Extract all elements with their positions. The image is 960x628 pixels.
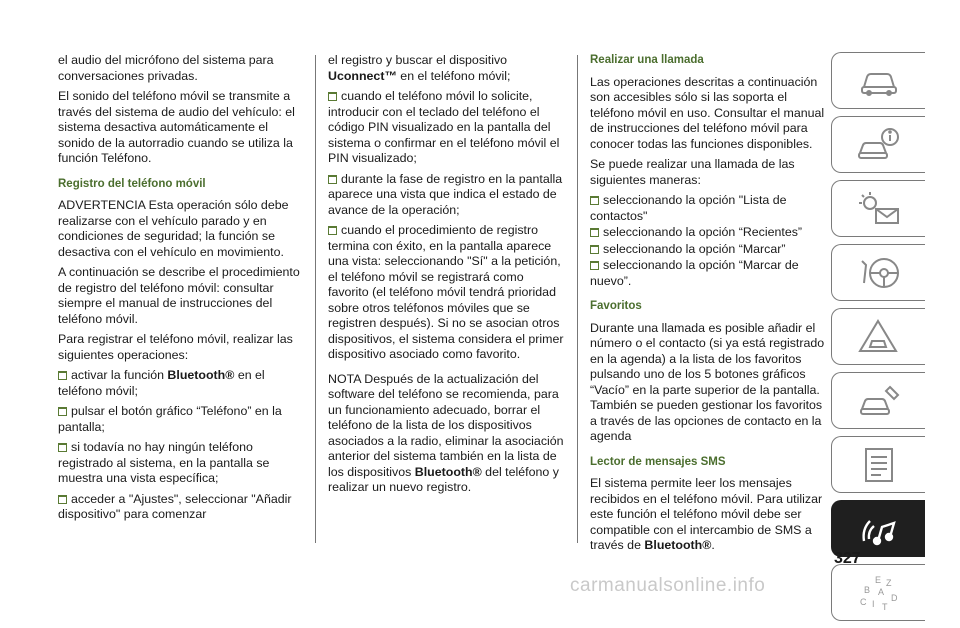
svg-text:Z: Z	[885, 577, 891, 588]
svg-text:T: T	[881, 601, 887, 612]
list-item: seleccionando la opción “Marcar”	[590, 242, 826, 258]
section-heading: Realizar una llamada	[590, 54, 704, 66]
section-heading: Favoritos	[590, 300, 642, 312]
list-item: si todavía no hay ningún teléfono registrado al sistema, en la pantalla se muestra una vista específica;	[58, 440, 270, 485]
column-1	[58, 53, 304, 528]
paragraph: Las operaciones descritas a continuación son accesibles sólo si las soporta el teléfono móvil en uso. Consultar el manual de instrucciones del teléfono móvil para conocer todas las funciones disponibles.	[590, 74, 825, 151]
multimedia-icon	[856, 509, 902, 549]
list-item: acceder a "Ajustes", seleccionar "Añadir dispositivo" para comenzar	[58, 491, 292, 521]
paragraph: A continuación se describe el procedimiento de registro del teléfono móvil: consultar siempre el manual de instrucciones del teléfono móvil.	[58, 265, 300, 326]
paragraph: Se puede realizar una llamada de las siguientes maneras:	[590, 157, 795, 187]
paragraph: el registro y buscar el dispositivo Uconnect™ en el teléfono móvil;	[328, 53, 511, 83]
tab-warnings[interactable]	[831, 180, 925, 237]
bullet-icon	[590, 245, 599, 254]
paragraph: Durante una llamada es posible añadir el número o el contacto (si ya está registrado en la agenda) a la lista de los favoritos pulsando uno de los 5 botones gráficos “Vacío” en la parte superior de la pantalla. También se pueden gestionar los favoritos a través de las opciones de contacto en la agenda	[590, 320, 825, 443]
tab-emergency[interactable]	[831, 372, 925, 429]
svg-text:E: E	[874, 574, 881, 585]
list-item: pulsar el botón gráfico “Teléfono” en la pantalla;	[58, 404, 282, 434]
car-warning-icon	[856, 317, 902, 357]
index-letters-icon	[856, 573, 902, 613]
bullet-icon	[590, 228, 599, 237]
steering-wheel-icon	[856, 253, 902, 293]
column-divider	[315, 55, 316, 543]
tab-safety[interactable]	[831, 244, 925, 301]
paragraph: el audio del micrófono del sistema para conversaciones privadas.	[58, 53, 274, 83]
tab-driving[interactable]	[831, 308, 925, 365]
column-2	[328, 53, 564, 501]
bullet-icon	[58, 371, 67, 380]
list-item: activar la función Bluetooth® en el teléfono móvil;	[58, 368, 265, 398]
list-item: cuando el teléfono móvil lo solicite, introducir con el teclado del teléfono el código PIN visualizado en la pantalla del sistema o confirmar en el teléfono móvil el PIN visualizado;	[328, 89, 560, 165]
column-3	[590, 53, 826, 559]
list-item: cuando el procedimiento de registro termina con éxito, en la pantalla aparece una vista: seleccionando "Sí" a la petición, el teléfono móvil se registrará como favorito (el teléfono móvil tendrá prioridad sobre otros teléfonos móviles que se registren después). Si no se asocian otros dispositivos, el sistema considera el primer dispositivo asociado como favorito.	[328, 223, 564, 361]
car-wrench-icon	[856, 381, 902, 421]
paragraph: Para registrar el teléfono móvil, realizar las siguientes operaciones:	[58, 332, 293, 362]
warning-paragraph: ADVERTENCIA Esta operación sólo debe realizarse con el vehículo parado y en condiciones de seguridad; la función se desactiva con el vehículo en movimiento.	[58, 198, 289, 259]
paragraph: El sonido del teléfono móvil se transmite a través del sistema de audio del vehículo: el sistema desactiva automáticamente el sonido de la autorradio cuando se utiliza la función Teléfono.	[58, 89, 295, 165]
bullet-icon	[328, 226, 337, 235]
svg-text:D: D	[890, 592, 897, 603]
bullet-icon	[328, 175, 337, 184]
tab-multimedia[interactable]	[831, 500, 925, 557]
tab-dashboard[interactable]	[831, 116, 925, 173]
svg-text:I: I	[871, 598, 875, 609]
car-info-icon	[856, 125, 902, 165]
chapter-tabs	[831, 52, 925, 628]
bullet-icon	[590, 196, 599, 205]
bullet-icon	[328, 92, 337, 101]
section-heading: Registro del teléfono móvil	[58, 177, 206, 190]
list-item: seleccionando la opción "Lista de contactos"	[590, 193, 787, 223]
checklist-icon	[856, 445, 902, 485]
tab-index[interactable]	[831, 564, 925, 621]
watermark: carmanualsonline.info	[570, 575, 766, 596]
svg-text:C: C	[859, 596, 866, 607]
bullet-icon	[58, 443, 67, 452]
svg-text:B: B	[863, 584, 870, 595]
page-number: 327	[834, 550, 861, 567]
car-icon	[856, 61, 902, 101]
tab-maintenance[interactable]	[831, 436, 925, 493]
tab-vehicle[interactable]	[831, 52, 925, 109]
list-item: seleccionando la opción “Recientes”	[590, 225, 826, 241]
lights-message-icon	[856, 189, 902, 229]
column-divider	[577, 55, 578, 543]
note-paragraph: NOTA Después de la actualización del software del teléfono se recomienda, para un funcionamiento adecuado, borrar el teléfono de la lista de los dispositivos asociados a la radio, eliminar la asociación anterior del sistema también en la lista de los dispositivos Bluetooth® del teléfono y realizar un nuevo registro.	[328, 371, 564, 494]
svg-text:A: A	[877, 586, 884, 597]
section-heading: Lector de mensajes SMS	[590, 455, 726, 468]
list-item: seleccionando la opción “Marcar de nuevo”.	[590, 258, 799, 288]
paragraph: El sistema permite leer los mensajes recibidos en el teléfono móvil. Para utilizar este función el teléfono móvil debe ser compatible con el intercambio de SMS a través de Bluetooth®.	[590, 476, 823, 552]
bullet-icon	[590, 261, 599, 270]
bullet-icon	[58, 495, 67, 504]
list-item: durante la fase de registro en la pantalla aparece una vista que indica el estado de avance de la operación;	[328, 171, 563, 217]
bullet-icon	[58, 407, 67, 416]
